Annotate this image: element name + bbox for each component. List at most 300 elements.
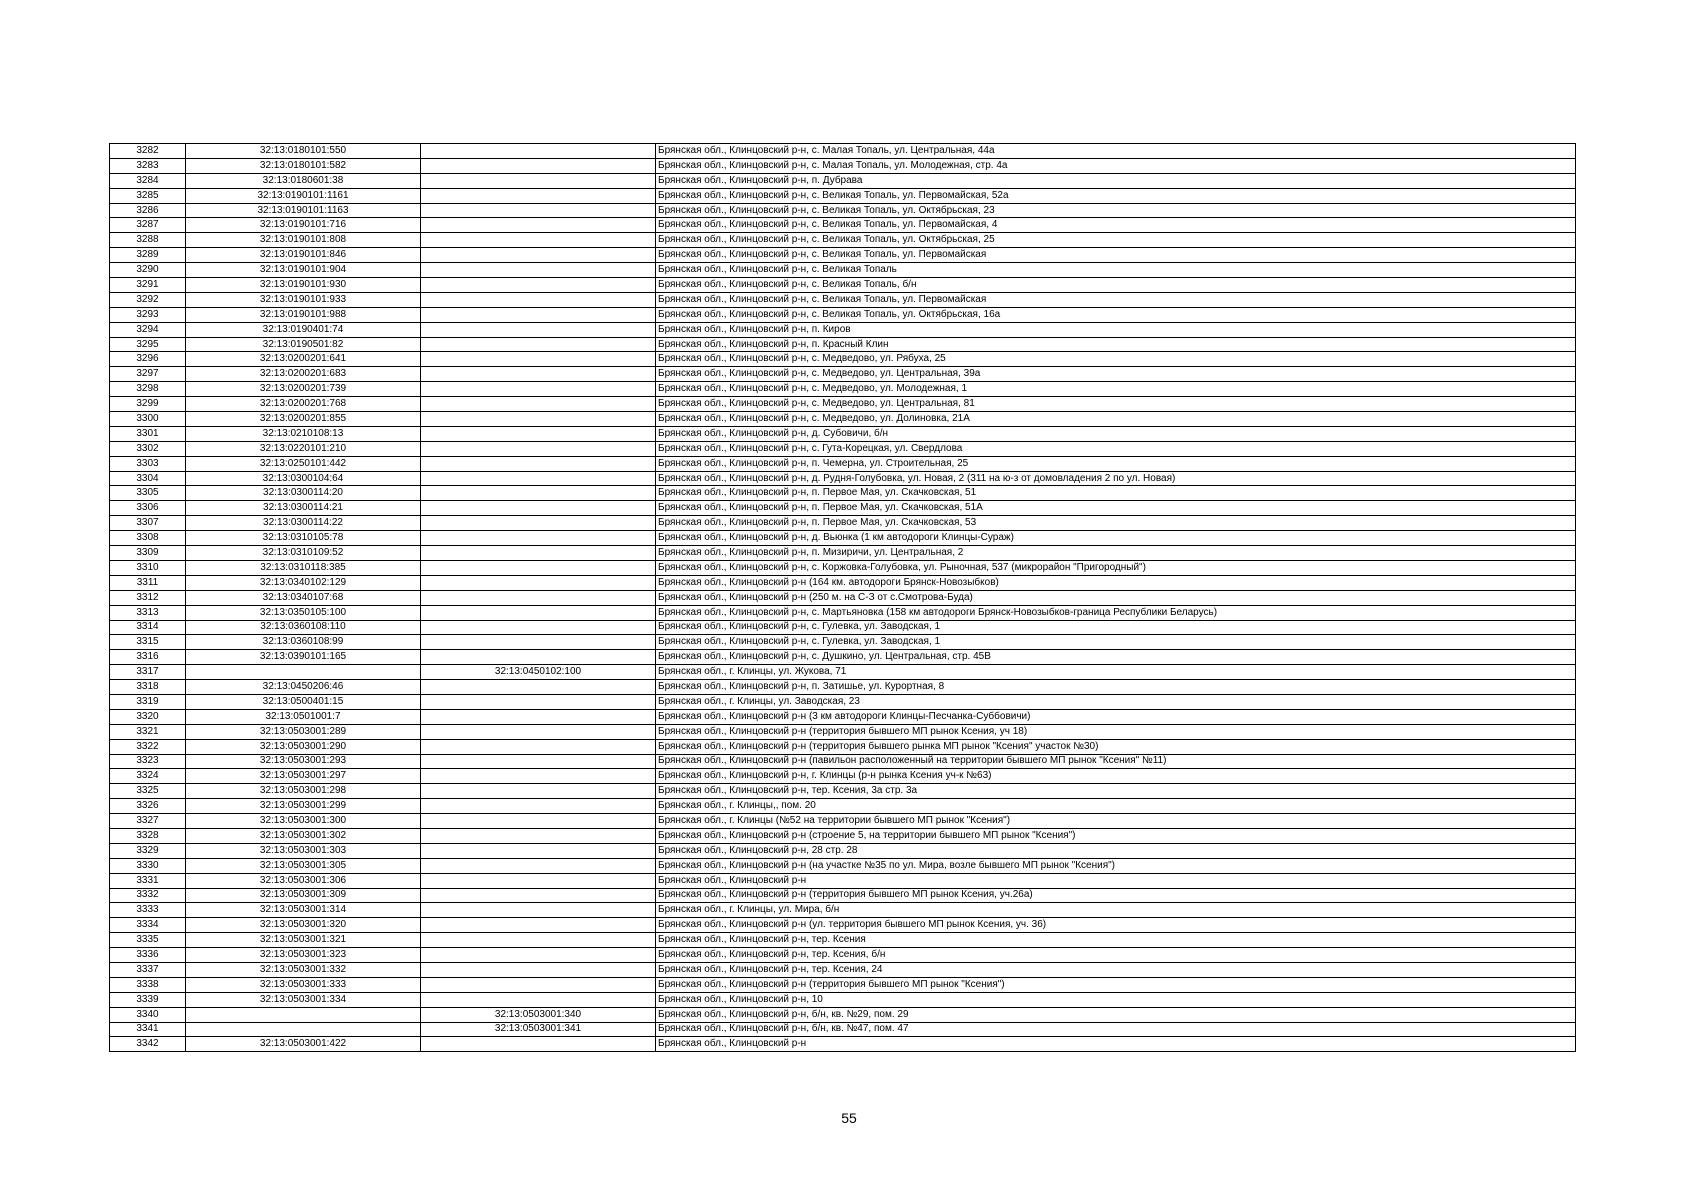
table-row xyxy=(110,724,1576,739)
address-cell: Брянская обл., Клинцовский р-н, с. Великая Топаль, ул. Первомайская, 52а xyxy=(656,188,1576,203)
cadastral-number-cell: 32:13:0310105:78 xyxy=(186,531,421,546)
secondary-cadastral-number-cell xyxy=(421,471,656,486)
secondary-cadastral-number-cell xyxy=(421,501,656,516)
table-row xyxy=(110,158,1576,173)
row-number-cell: 3294 xyxy=(110,322,186,337)
address-cell: Брянская обл., Клинцовский р-н, 10 xyxy=(656,992,1576,1007)
table-row xyxy=(110,188,1576,203)
address-cell: Брянская обл., Клинцовский р-н, п. Чемерна, ул. Строительная, 25 xyxy=(656,456,1576,471)
secondary-cadastral-number-cell xyxy=(421,263,656,278)
cadastral-number-cell: 32:13:0450206:46 xyxy=(186,680,421,695)
address-cell: Брянская обл., Клинцовский р-н, тер. Ксения, 3а стр. 3а xyxy=(656,784,1576,799)
secondary-cadastral-number-cell xyxy=(421,1037,656,1052)
row-number-cell: 3321 xyxy=(110,724,186,739)
secondary-cadastral-number-cell xyxy=(421,188,656,203)
cadastral-number-cell: 32:13:0190101:930 xyxy=(186,278,421,293)
table-row xyxy=(110,799,1576,814)
secondary-cadastral-number-cell xyxy=(421,843,656,858)
table-row xyxy=(110,337,1576,352)
row-number-cell: 3314 xyxy=(110,620,186,635)
table-row xyxy=(110,873,1576,888)
row-number-cell: 3338 xyxy=(110,977,186,992)
secondary-cadastral-number-cell xyxy=(421,546,656,561)
table-row xyxy=(110,1037,1576,1052)
row-number-cell: 3309 xyxy=(110,546,186,561)
row-number-cell: 3287 xyxy=(110,218,186,233)
table-row xyxy=(110,248,1576,263)
table-row xyxy=(110,620,1576,635)
row-number-cell: 3337 xyxy=(110,962,186,977)
address-cell: Брянская обл., Клинцовский р-н, г. Клинцы (р-н рынка Ксения уч-к №63) xyxy=(656,769,1576,784)
address-cell: Брянская обл., Клинцовский р-н, с. Гулевка, ул. Заводская, 1 xyxy=(656,620,1576,635)
secondary-cadastral-number-cell xyxy=(421,516,656,531)
cadastral-number-cell: 32:13:0360108:99 xyxy=(186,635,421,650)
secondary-cadastral-number-cell xyxy=(421,397,656,412)
secondary-cadastral-number-cell xyxy=(421,575,656,590)
cadastral-number-cell: 32:13:0350105:100 xyxy=(186,605,421,620)
cadastral-number-cell: 32:13:0190101:988 xyxy=(186,307,421,322)
address-cell: Брянская обл., Клинцовский р-н, с. Великая Топаль xyxy=(656,263,1576,278)
address-cell: Брянская обл., Клинцовский р-н, тер. Ксения, 24 xyxy=(656,962,1576,977)
registry-table-body xyxy=(110,144,1576,1052)
row-number-cell: 3310 xyxy=(110,560,186,575)
secondary-cadastral-number-cell xyxy=(421,560,656,575)
table-row xyxy=(110,456,1576,471)
secondary-cadastral-number-cell xyxy=(421,694,656,709)
table-row xyxy=(110,575,1576,590)
row-number-cell: 3302 xyxy=(110,441,186,456)
address-cell: Брянская обл., г. Клинцы, ул. Жукова, 71 xyxy=(656,665,1576,680)
table-row xyxy=(110,471,1576,486)
table-row xyxy=(110,948,1576,963)
table-row xyxy=(110,918,1576,933)
table-row xyxy=(110,426,1576,441)
cadastral-number-cell: 32:13:0503001:302 xyxy=(186,828,421,843)
secondary-cadastral-number-cell xyxy=(421,158,656,173)
cadastral-number-cell xyxy=(186,665,421,680)
address-cell: Брянская обл., Клинцовский р-н (территория бывшего рынка МП рынок "Ксения" участок №30) xyxy=(656,739,1576,754)
cadastral-number-cell: 32:13:0200201:855 xyxy=(186,412,421,427)
secondary-cadastral-number-cell xyxy=(421,441,656,456)
address-cell: Брянская обл., Клинцовский р-н, с. Великая Топаль, ул. Октябрьская, 23 xyxy=(656,203,1576,218)
table-row xyxy=(110,828,1576,843)
row-number-cell: 3289 xyxy=(110,248,186,263)
address-cell: Брянская обл., Клинцовский р-н, с. Медведово, ул. Центральная, 81 xyxy=(656,397,1576,412)
row-number-cell: 3329 xyxy=(110,843,186,858)
address-cell: Брянская обл., Клинцовский р-н, д. Рудня-Голубовка, ул. Новая, 2 (311 на ю-з от домовладения 2 по ул. Новая) xyxy=(656,471,1576,486)
row-number-cell: 3288 xyxy=(110,233,186,248)
address-cell: Брянская обл., Клинцовский р-н, с. Великая Топаль, ул. Октябрьская, 16а xyxy=(656,307,1576,322)
secondary-cadastral-number-cell xyxy=(421,590,656,605)
secondary-cadastral-number-cell xyxy=(421,426,656,441)
secondary-cadastral-number-cell xyxy=(421,382,656,397)
secondary-cadastral-number-cell xyxy=(421,635,656,650)
secondary-cadastral-number-cell xyxy=(421,858,656,873)
address-cell: Брянская обл., Клинцовский р-н, д. Субовичи, б/н xyxy=(656,426,1576,441)
row-number-cell: 3317 xyxy=(110,665,186,680)
table-row xyxy=(110,397,1576,412)
secondary-cadastral-number-cell xyxy=(421,650,656,665)
row-number-cell: 3333 xyxy=(110,903,186,918)
secondary-cadastral-number-cell xyxy=(421,754,656,769)
row-number-cell: 3293 xyxy=(110,307,186,322)
address-cell: Брянская обл., Клинцовский р-н xyxy=(656,873,1576,888)
cadastral-number-cell: 32:13:0390101:165 xyxy=(186,650,421,665)
cadastral-number-cell: 32:13:0503001:299 xyxy=(186,799,421,814)
table-row xyxy=(110,933,1576,948)
table-row xyxy=(110,531,1576,546)
address-cell: Брянская обл., Клинцовский р-н, п. Первое Мая, ул. Скачковская, 53 xyxy=(656,516,1576,531)
cadastral-number-cell: 32:13:0503001:422 xyxy=(186,1037,421,1052)
table-row xyxy=(110,352,1576,367)
cadastral-number-cell: 32:13:0250101:442 xyxy=(186,456,421,471)
table-row xyxy=(110,292,1576,307)
address-cell: Брянская обл., Клинцовский р-н (ул. территория бывшего МП рынок Ксения, уч. 36) xyxy=(656,918,1576,933)
cadastral-number-cell: 32:13:0190101:716 xyxy=(186,218,421,233)
cadastral-number-cell: 32:13:0300114:20 xyxy=(186,486,421,501)
cadastral-number-cell: 32:13:0340102:129 xyxy=(186,575,421,590)
address-cell: Брянская обл., Клинцовский р-н, с. Великая Топаль, ул. Октябрьская, 25 xyxy=(656,233,1576,248)
cadastral-number-cell: 32:13:0503001:321 xyxy=(186,933,421,948)
secondary-cadastral-number-cell xyxy=(421,709,656,724)
row-number-cell: 3320 xyxy=(110,709,186,724)
address-cell: Брянская обл., Клинцовский р-н, с. Мартьяновка (158 км автодороги Брянск-Новозыбков-граница Республики Беларусь) xyxy=(656,605,1576,620)
row-number-cell: 3303 xyxy=(110,456,186,471)
address-cell: Брянская обл., Клинцовский р-н, п. Дубрава xyxy=(656,173,1576,188)
cadastral-number-cell: 32:13:0310109:52 xyxy=(186,546,421,561)
cadastral-number-cell: 32:13:0300114:21 xyxy=(186,501,421,516)
address-cell: Брянская обл., Клинцовский р-н, д. Вьюнка (1 км автодороги Клинцы-Сураж) xyxy=(656,531,1576,546)
cadastral-number-cell: 32:13:0190401:74 xyxy=(186,322,421,337)
secondary-cadastral-number-cell xyxy=(421,873,656,888)
cadastral-number-cell: 32:13:0210108:13 xyxy=(186,426,421,441)
secondary-cadastral-number-cell: 32:13:0503001:341 xyxy=(421,1022,656,1037)
row-number-cell: 3311 xyxy=(110,575,186,590)
table-row xyxy=(110,367,1576,382)
cadastral-number-cell: 32:13:0180101:550 xyxy=(186,144,421,159)
address-cell: Брянская обл., Клинцовский р-н (территория бывшего МП рынок Ксения, уч.26а) xyxy=(656,888,1576,903)
address-cell: Брянская обл., Клинцовский р-н, с. Коржовка-Голубовка, ул. Рыночная, 537 (микрорайон "Пригородный") xyxy=(656,560,1576,575)
cadastral-number-cell: 32:13:0503001:298 xyxy=(186,784,421,799)
secondary-cadastral-number-cell xyxy=(421,144,656,159)
cadastral-number-cell: 32:13:0501001:7 xyxy=(186,709,421,724)
row-number-cell: 3313 xyxy=(110,605,186,620)
row-number-cell: 3331 xyxy=(110,873,186,888)
table-row xyxy=(110,769,1576,784)
address-cell: Брянская обл., Клинцовский р-н, с. Душкино, ул. Центральная, стр. 45В xyxy=(656,650,1576,665)
cadastral-number-cell: 32:13:0503001:323 xyxy=(186,948,421,963)
cadastral-number-cell: 32:13:0503001:332 xyxy=(186,962,421,977)
address-cell: Брянская обл., Клинцовский р-н, с. Гулевка, ул. Заводская, 1 xyxy=(656,635,1576,650)
cadastral-number-cell: 32:13:0503001:333 xyxy=(186,977,421,992)
cadastral-number-cell: 32:13:0200201:641 xyxy=(186,352,421,367)
cadastral-number-cell: 32:13:0500401:15 xyxy=(186,694,421,709)
secondary-cadastral-number-cell: 32:13:0503001:340 xyxy=(421,1007,656,1022)
secondary-cadastral-number-cell xyxy=(421,814,656,829)
row-number-cell: 3284 xyxy=(110,173,186,188)
secondary-cadastral-number-cell xyxy=(421,367,656,382)
table-row xyxy=(110,903,1576,918)
address-cell: Брянская обл., Клинцовский р-н, п. Первое Мая, ул. Скачковская, 51 xyxy=(656,486,1576,501)
secondary-cadastral-number-cell xyxy=(421,233,656,248)
address-cell: Брянская обл., г. Клинцы,, пом. 20 xyxy=(656,799,1576,814)
secondary-cadastral-number-cell xyxy=(421,724,656,739)
secondary-cadastral-number-cell xyxy=(421,412,656,427)
address-cell: Брянская обл., Клинцовский р-н (164 км. автодороги Брянск-Новозыбков) xyxy=(656,575,1576,590)
row-number-cell: 3322 xyxy=(110,739,186,754)
row-number-cell: 3335 xyxy=(110,933,186,948)
row-number-cell: 3301 xyxy=(110,426,186,441)
address-cell: Брянская обл., Клинцовский р-н (территория бывшего МП рынок "Ксения") xyxy=(656,977,1576,992)
row-number-cell: 3292 xyxy=(110,292,186,307)
cadastral-number-cell: 32:13:0180101:582 xyxy=(186,158,421,173)
address-cell: Брянская обл., Клинцовский р-н, тер. Ксения xyxy=(656,933,1576,948)
row-number-cell: 3334 xyxy=(110,918,186,933)
row-number-cell: 3300 xyxy=(110,412,186,427)
secondary-cadastral-number-cell xyxy=(421,784,656,799)
table-row xyxy=(110,307,1576,322)
address-cell: Брянская обл., Клинцовский р-н, п. Мизиричи, ул. Центральная, 2 xyxy=(656,546,1576,561)
address-cell: Брянская обл., Клинцовский р-н, тер. Ксения, б/н xyxy=(656,948,1576,963)
table-row xyxy=(110,680,1576,695)
table-row xyxy=(110,843,1576,858)
table-row xyxy=(110,441,1576,456)
table-row xyxy=(110,173,1576,188)
table-row xyxy=(110,501,1576,516)
row-number-cell: 3323 xyxy=(110,754,186,769)
cadastral-number-cell: 32:13:0503001:300 xyxy=(186,814,421,829)
row-number-cell: 3324 xyxy=(110,769,186,784)
address-cell: Брянская обл., Клинцовский р-н, с. Гута-Корецкая, ул. Свердлова xyxy=(656,441,1576,456)
secondary-cadastral-number-cell xyxy=(421,248,656,263)
address-cell: Брянская обл., Клинцовский р-н, с. Медведово, ул. Рябуха, 25 xyxy=(656,352,1576,367)
secondary-cadastral-number-cell: 32:13:0450102:100 xyxy=(421,665,656,680)
secondary-cadastral-number-cell xyxy=(421,203,656,218)
row-number-cell: 3336 xyxy=(110,948,186,963)
cadastral-number-cell: 32:13:0340107:68 xyxy=(186,590,421,605)
table-row xyxy=(110,888,1576,903)
address-cell: Брянская обл., Клинцовский р-н (строение 5, на территории бывшего МП рынок "Ксения") xyxy=(656,828,1576,843)
cadastral-number-cell: 32:13:0503001:306 xyxy=(186,873,421,888)
cadastral-number-cell: 32:13:0190101:808 xyxy=(186,233,421,248)
cadastral-number-cell: 32:13:0503001:334 xyxy=(186,992,421,1007)
secondary-cadastral-number-cell xyxy=(421,352,656,367)
cadastral-number-cell: 32:13:0190101:846 xyxy=(186,248,421,263)
row-number-cell: 3282 xyxy=(110,144,186,159)
address-cell: Брянская обл., Клинцовский р-н (на участке №35 по ул. Мира, возле бывшего МП рынок "Ксения") xyxy=(656,858,1576,873)
cadastral-number-cell: 32:13:0503001:303 xyxy=(186,843,421,858)
row-number-cell: 3332 xyxy=(110,888,186,903)
secondary-cadastral-number-cell xyxy=(421,456,656,471)
address-cell: Брянская обл., г. Клинцы, ул. Заводская, 23 xyxy=(656,694,1576,709)
cadastral-number-cell: 32:13:0180601:38 xyxy=(186,173,421,188)
table-row xyxy=(110,382,1576,397)
address-cell: Брянская обл., Клинцовский р-н, с. Малая Топаль, ул. Молодежная, стр. 4а xyxy=(656,158,1576,173)
address-cell: Брянская обл., Клинцовский р-н, с. Великая Топаль, ул. Первомайская xyxy=(656,248,1576,263)
address-cell: Брянская обл., Клинцовский р-н (3 км автодороги Клинцы-Песчанка-Суббовичи) xyxy=(656,709,1576,724)
address-cell: Брянская обл., Клинцовский р-н, с. Великая Топаль, ул. Первомайская xyxy=(656,292,1576,307)
secondary-cadastral-number-cell xyxy=(421,799,656,814)
address-cell: Брянская обл., Клинцовский р-н, с. Медведово, ул. Долиновка, 21А xyxy=(656,412,1576,427)
address-cell: Брянская обл., Клинцовский р-н, с. Малая Топаль, ул. Центральная, 44а xyxy=(656,144,1576,159)
address-cell: Брянская обл., Клинцовский р-н xyxy=(656,1037,1576,1052)
row-number-cell: 3299 xyxy=(110,397,186,412)
row-number-cell: 3326 xyxy=(110,799,186,814)
secondary-cadastral-number-cell xyxy=(421,739,656,754)
row-number-cell: 3295 xyxy=(110,337,186,352)
row-number-cell: 3308 xyxy=(110,531,186,546)
address-cell: Брянская обл., Клинцовский р-н, б/н, кв. №29, пом. 29 xyxy=(656,1007,1576,1022)
cadastral-number-cell: 32:13:0200201:739 xyxy=(186,382,421,397)
table-row xyxy=(110,486,1576,501)
table-row xyxy=(110,650,1576,665)
address-cell: Брянская обл., Клинцовский р-н, б/н, кв. №47, пом. 47 xyxy=(656,1022,1576,1037)
row-number-cell: 3325 xyxy=(110,784,186,799)
row-number-cell: 3339 xyxy=(110,992,186,1007)
table-row xyxy=(110,992,1576,1007)
secondary-cadastral-number-cell xyxy=(421,218,656,233)
table-row xyxy=(110,754,1576,769)
row-number-cell: 3291 xyxy=(110,278,186,293)
cadastral-number-cell: 32:13:0503001:309 xyxy=(186,888,421,903)
table-row xyxy=(110,144,1576,159)
row-number-cell: 3318 xyxy=(110,680,186,695)
table-row xyxy=(110,263,1576,278)
row-number-cell: 3341 xyxy=(110,1022,186,1037)
table-row xyxy=(110,694,1576,709)
secondary-cadastral-number-cell xyxy=(421,992,656,1007)
table-row xyxy=(110,516,1576,531)
secondary-cadastral-number-cell xyxy=(421,486,656,501)
cadastral-number-cell xyxy=(186,1007,421,1022)
row-number-cell: 3340 xyxy=(110,1007,186,1022)
cadastral-number-cell: 32:13:0503001:320 xyxy=(186,918,421,933)
cadastral-number-cell: 32:13:0503001:290 xyxy=(186,739,421,754)
table-row xyxy=(110,962,1576,977)
secondary-cadastral-number-cell xyxy=(421,977,656,992)
row-number-cell: 3286 xyxy=(110,203,186,218)
row-number-cell: 3298 xyxy=(110,382,186,397)
row-number-cell: 3306 xyxy=(110,501,186,516)
cadastral-number-cell: 32:13:0300114:22 xyxy=(186,516,421,531)
table-row xyxy=(110,665,1576,680)
table-row xyxy=(110,1022,1576,1037)
table-row xyxy=(110,412,1576,427)
cadastral-number-cell: 32:13:0200201:768 xyxy=(186,397,421,412)
cadastral-number-cell: 32:13:0190101:1161 xyxy=(186,188,421,203)
cadastral-number-cell: 32:13:0503001:305 xyxy=(186,858,421,873)
row-number-cell: 3283 xyxy=(110,158,186,173)
row-number-cell: 3296 xyxy=(110,352,186,367)
table-row xyxy=(110,590,1576,605)
secondary-cadastral-number-cell xyxy=(421,307,656,322)
cadastral-number-cell: 32:13:0190101:933 xyxy=(186,292,421,307)
row-number-cell: 3304 xyxy=(110,471,186,486)
address-cell: Брянская обл., Клинцовский р-н, с. Медведово, ул. Молодежная, 1 xyxy=(656,382,1576,397)
row-number-cell: 3285 xyxy=(110,188,186,203)
table-row xyxy=(110,560,1576,575)
cadastral-number-cell: 32:13:0200201:683 xyxy=(186,367,421,382)
page-number: 55 xyxy=(841,1110,857,1126)
row-number-cell: 3319 xyxy=(110,694,186,709)
table-row xyxy=(110,635,1576,650)
row-number-cell: 3316 xyxy=(110,650,186,665)
address-cell: Брянская обл., Клинцовский р-н (территория бывшего МП рынок Ксения, уч 18) xyxy=(656,724,1576,739)
row-number-cell: 3328 xyxy=(110,828,186,843)
address-cell: Брянская обл., Клинцовский р-н, с. Великая Топаль, б/н xyxy=(656,278,1576,293)
address-cell: Брянская обл., Клинцовский р-н, п. Киров xyxy=(656,322,1576,337)
row-number-cell: 3297 xyxy=(110,367,186,382)
secondary-cadastral-number-cell xyxy=(421,888,656,903)
secondary-cadastral-number-cell xyxy=(421,828,656,843)
table-row xyxy=(110,605,1576,620)
secondary-cadastral-number-cell xyxy=(421,278,656,293)
cadastral-number-cell xyxy=(186,1022,421,1037)
cadastral-number-cell: 32:13:0503001:297 xyxy=(186,769,421,784)
secondary-cadastral-number-cell xyxy=(421,531,656,546)
address-cell: Брянская обл., г. Клинцы (№52 на территории бывшего МП рынок "Ксения") xyxy=(656,814,1576,829)
row-number-cell: 3342 xyxy=(110,1037,186,1052)
table-row xyxy=(110,709,1576,724)
secondary-cadastral-number-cell xyxy=(421,337,656,352)
secondary-cadastral-number-cell xyxy=(421,903,656,918)
secondary-cadastral-number-cell xyxy=(421,620,656,635)
address-cell: Брянская обл., Клинцовский р-н (250 м. на С-З от с.Смотрова-Буда) xyxy=(656,590,1576,605)
secondary-cadastral-number-cell xyxy=(421,680,656,695)
row-number-cell: 3312 xyxy=(110,590,186,605)
secondary-cadastral-number-cell xyxy=(421,173,656,188)
secondary-cadastral-number-cell xyxy=(421,292,656,307)
address-cell: Брянская обл., Клинцовский р-н, п. Затишье, ул. Курортная, 8 xyxy=(656,680,1576,695)
address-cell: Брянская обл., Клинцовский р-н, с. Великая Топаль, ул. Первомайская, 4 xyxy=(656,218,1576,233)
secondary-cadastral-number-cell xyxy=(421,948,656,963)
address-cell: Брянская обл., Клинцовский р-н, п. Первое Мая, ул. Скачковская, 51А xyxy=(656,501,1576,516)
row-number-cell: 3330 xyxy=(110,858,186,873)
table-row xyxy=(110,784,1576,799)
row-number-cell: 3307 xyxy=(110,516,186,531)
table-row xyxy=(110,858,1576,873)
secondary-cadastral-number-cell xyxy=(421,605,656,620)
address-cell: Брянская обл., Клинцовский р-н, 28 стр. 28 xyxy=(656,843,1576,858)
row-number-cell: 3327 xyxy=(110,814,186,829)
cadastral-number-cell: 32:13:0310118:385 xyxy=(186,560,421,575)
table-row xyxy=(110,322,1576,337)
table-row xyxy=(110,546,1576,561)
cadastral-number-cell: 32:13:0300104:64 xyxy=(186,471,421,486)
address-cell: Брянская обл., Клинцовский р-н, п. Красный Клин xyxy=(656,337,1576,352)
table-row xyxy=(110,278,1576,293)
row-number-cell: 3305 xyxy=(110,486,186,501)
table-row xyxy=(110,203,1576,218)
cadastral-number-cell: 32:13:0220101:210 xyxy=(186,441,421,456)
address-cell: Брянская обл., Клинцовский р-н, с. Медведово, ул. Центральная, 39а xyxy=(656,367,1576,382)
cadastral-number-cell: 32:13:0503001:314 xyxy=(186,903,421,918)
secondary-cadastral-number-cell xyxy=(421,933,656,948)
row-number-cell: 3315 xyxy=(110,635,186,650)
cadastral-number-cell: 32:13:0360108:110 xyxy=(186,620,421,635)
cadastral-number-cell: 32:13:0190501:82 xyxy=(186,337,421,352)
secondary-cadastral-number-cell xyxy=(421,918,656,933)
table-row xyxy=(110,1007,1576,1022)
table-row xyxy=(110,739,1576,754)
property-registry-table xyxy=(109,143,1576,1052)
table-row xyxy=(110,218,1576,233)
table-row xyxy=(110,977,1576,992)
secondary-cadastral-number-cell xyxy=(421,769,656,784)
cadastral-number-cell: 32:13:0503001:289 xyxy=(186,724,421,739)
address-cell: Брянская обл., Клинцовский р-н (павильон расположенный на территории бывшего МП рынок "Ксения" №11) xyxy=(656,754,1576,769)
secondary-cadastral-number-cell xyxy=(421,962,656,977)
